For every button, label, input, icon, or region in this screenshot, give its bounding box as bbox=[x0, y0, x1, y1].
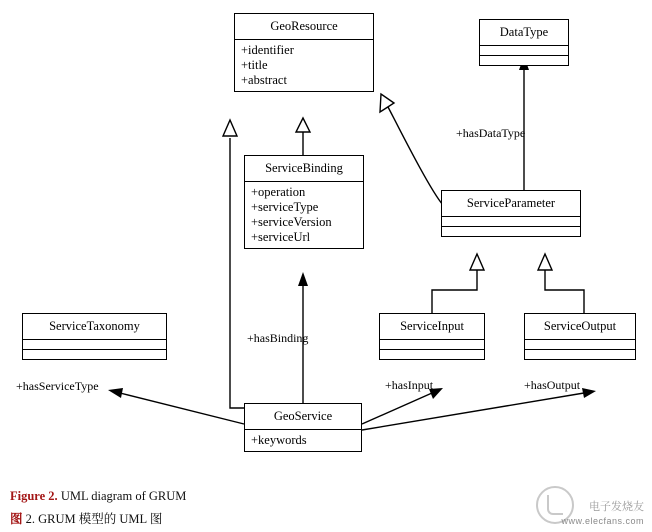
figure-caption-en bbox=[10, 489, 186, 504]
class-operations-serviceinput bbox=[380, 350, 484, 359]
class-attributes-datatype bbox=[480, 46, 568, 56]
class-name-datatype: DataType bbox=[480, 20, 568, 46]
class-box-serviceinput bbox=[379, 313, 485, 360]
class-name-servicebinding: ServiceBinding bbox=[245, 156, 363, 182]
class-name-georesource: GeoResource bbox=[235, 14, 373, 40]
edge-label-hasinput: +hasInput bbox=[385, 378, 434, 392]
edge-label-hasbinding: +hasBinding bbox=[247, 331, 309, 345]
watermark-cn-text: 电子发烧友 bbox=[589, 501, 644, 513]
attribute: +title bbox=[241, 58, 268, 72]
class-attributes-serviceoutput bbox=[525, 340, 635, 350]
class-operations-servicetaxonomy bbox=[23, 350, 166, 359]
class-name-serviceinput: ServiceInput bbox=[380, 314, 484, 340]
class-attributes-georesource bbox=[235, 40, 373, 91]
figure-caption-cn-number: 2. bbox=[22, 512, 39, 526]
figure-caption-text: UML diagram of GRUM bbox=[57, 489, 187, 503]
class-attributes-serviceinput bbox=[380, 340, 484, 350]
attribute: +operation bbox=[251, 185, 306, 199]
attribute: +abstract bbox=[241, 73, 287, 87]
class-operations-datatype bbox=[480, 56, 568, 65]
attribute: +keywords bbox=[251, 433, 307, 447]
class-name-geoservice: GeoService bbox=[245, 404, 361, 430]
class-box-geoservice bbox=[244, 403, 362, 452]
attribute: +serviceType bbox=[251, 200, 319, 214]
class-box-servicetaxonomy bbox=[22, 313, 167, 360]
class-box-georesource bbox=[234, 13, 374, 92]
watermark-url-text: www.elecfans.com bbox=[561, 516, 644, 526]
attribute: +serviceVersion bbox=[251, 215, 332, 229]
class-attributes-serviceparameter bbox=[442, 217, 580, 227]
attribute: +identifier bbox=[241, 43, 294, 57]
class-name-serviceoutput: ServiceOutput bbox=[525, 314, 635, 340]
class-name-servicetaxonomy: ServiceTaxonomy bbox=[23, 314, 166, 340]
class-name-serviceparameter: ServiceParameter bbox=[442, 191, 580, 217]
class-box-servicebinding bbox=[244, 155, 364, 249]
class-box-serviceparameter bbox=[441, 190, 581, 237]
class-attributes-servicebinding bbox=[245, 182, 363, 248]
figure-caption-cn bbox=[10, 509, 162, 527]
class-operations-serviceoutput bbox=[525, 350, 635, 359]
edge-label-hasservicetype: +hasServiceType bbox=[16, 379, 99, 393]
class-attributes-servicetaxonomy bbox=[23, 340, 166, 350]
attribute: +serviceUrl bbox=[251, 230, 311, 244]
class-box-datatype bbox=[479, 19, 569, 66]
class-operations-serviceparameter bbox=[442, 227, 580, 236]
edge-label-hasoutput: +hasOutput bbox=[524, 378, 581, 392]
figure-caption-cn-text: GRUM 模型的 UML 图 bbox=[38, 512, 163, 526]
class-attributes-geoservice bbox=[245, 430, 361, 451]
edge-label-hasdatatype: +hasDataType bbox=[456, 126, 526, 140]
figure-caption-label: Figure 2. bbox=[10, 489, 58, 503]
figure-caption-cn-label: 图 bbox=[10, 512, 23, 526]
class-box-serviceoutput bbox=[524, 313, 636, 360]
